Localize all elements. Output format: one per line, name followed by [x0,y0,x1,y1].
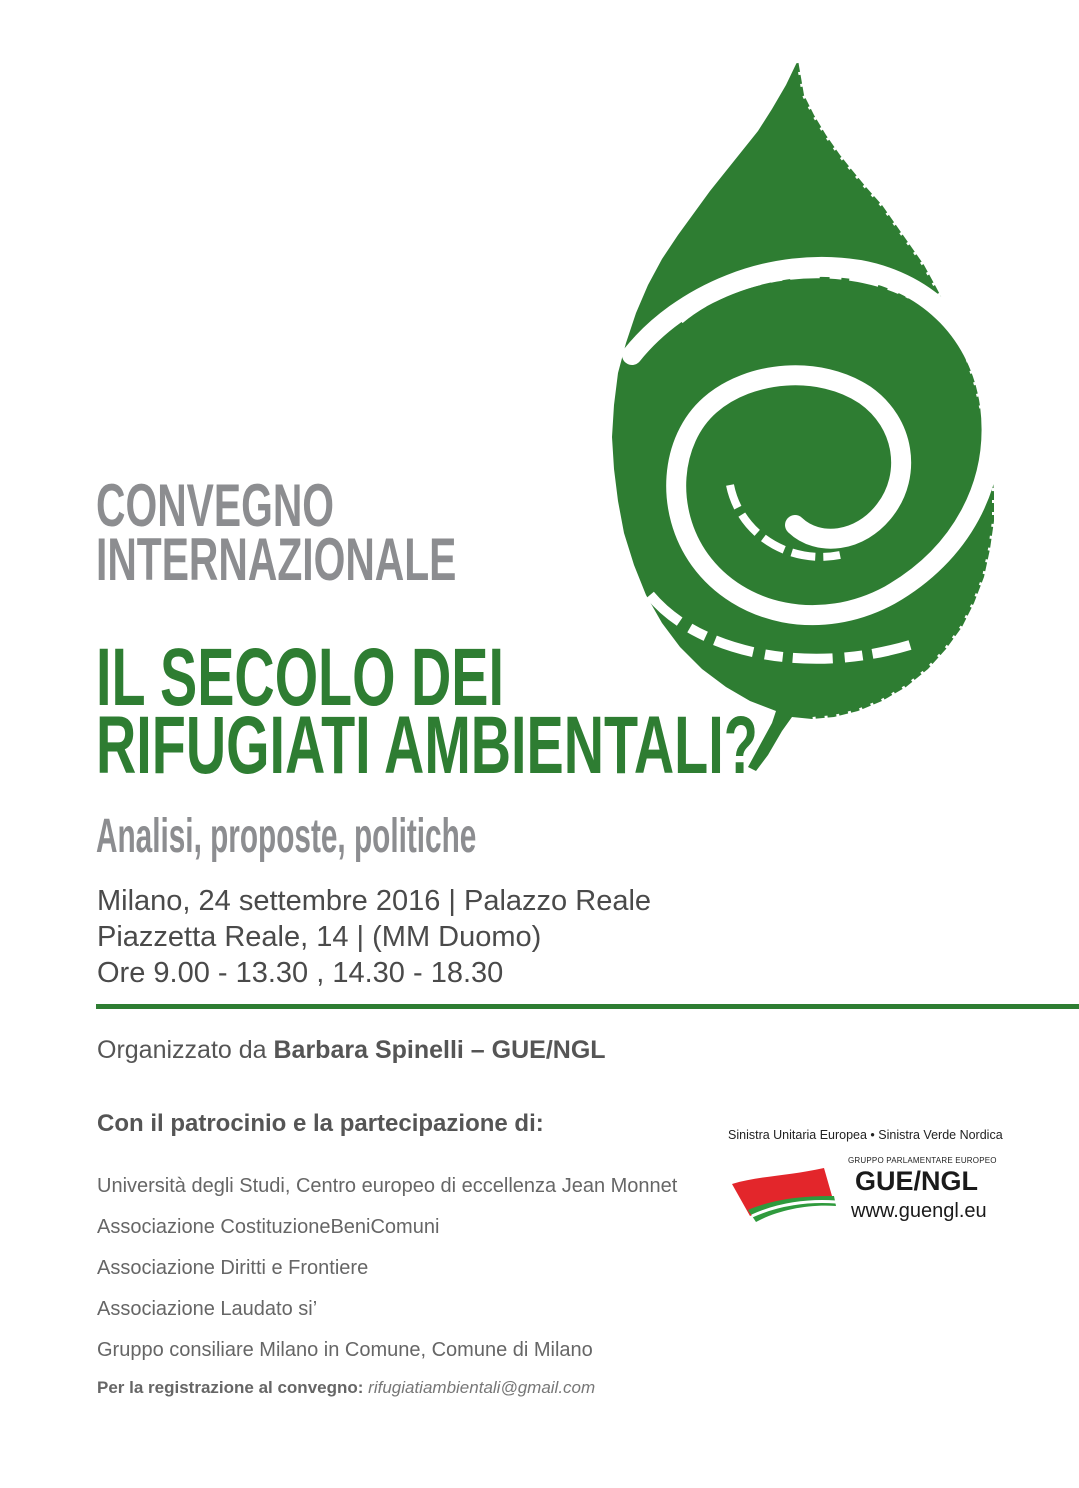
partners-list [97,1172,677,1377]
registration-label: Per la registrazione al convegno: [97,1378,364,1397]
logo-group-line: GRUPPO PARLAMENTARE EUROPEO [848,1156,997,1165]
list-item: Associazione Laudato si’ [97,1298,318,1320]
title-line-2: RIFUGIATI AMBIENTALI? [96,700,758,791]
organizer-name: Barbara Spinelli – GUE/NGL [273,1036,606,1064]
details-hours: Ore 9.00 - 13.30 , 14.30 - 18.30 [97,957,504,989]
guengl-logo [728,1128,1018,1222]
logo-top-line: Sinistra Unitaria Europea • Sinistra Verde Nordica [728,1128,1003,1142]
list-item: Associazione CostituzioneBeniComuni [97,1216,440,1238]
organizer-prefix: Organizzato da [97,1036,267,1064]
divider [96,1004,1079,1009]
event-details [97,883,651,991]
title-line-1: IL SECOLO DEI [96,632,504,723]
list-item: Associazione Diritti e Frontiere [97,1257,369,1279]
patronage-heading: Con il patrocinio e la partecipazione di: [97,1110,544,1137]
subtitle: Analisi, proposte, politiche [96,810,477,863]
details-date-venue: Milano, 24 settembre 2016 | Palazzo Reale [97,885,652,917]
leaf-swirl-icon [590,55,1030,775]
guengl-flag-icon [728,1166,838,1224]
registration [97,1378,595,1398]
logo-url[interactable]: www.guengl.eu [851,1200,987,1222]
kicker-line-1: CONVEGNO [96,472,335,539]
details-address: Piazzetta Reale, 14 | (MM Duomo) [97,921,542,953]
organizer [97,1036,606,1065]
logo-name: GUE/NGL [855,1166,979,1196]
list-item: Università degli Studi, Centro europeo di eccellenza Jean Monnet [97,1175,678,1197]
registration-email[interactable]: rifugiatiambientali@gmail.com [368,1378,596,1397]
list-item: Gruppo consiliare Milano in Comune, Comune di Milano [97,1339,593,1361]
kicker-line-2: INTERNAZIONALE [96,526,457,593]
